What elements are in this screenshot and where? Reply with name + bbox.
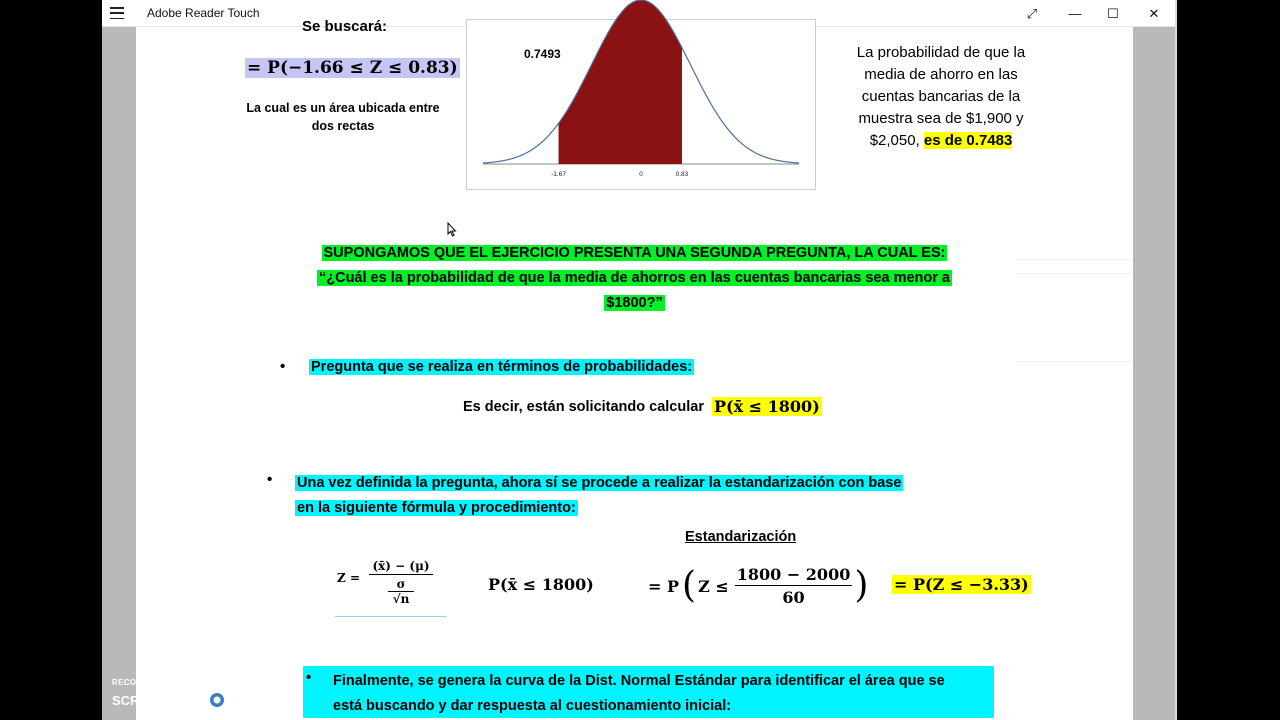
- standardization-result-text: = P(Z ≤ −3.33): [894, 575, 1029, 594]
- bullet2-line1: Una vez definida la pregunta, ahora sí se procede a realizar la estandarización con base: [297, 475, 902, 491]
- answer-highlight: es de 0.7483: [923, 132, 1013, 149]
- z-formula: [335, 557, 447, 617]
- standardization-p-expression: P(x̄ ≤ 1800): [488, 575, 594, 594]
- mouse-cursor-icon: [447, 222, 457, 237]
- bullet2: [295, 471, 903, 521]
- z-denominator: [369, 577, 433, 606]
- z-sigma: σ: [388, 577, 414, 592]
- es-decir-row: [463, 397, 822, 416]
- eq-left-paren: (: [682, 565, 697, 606]
- maximize-button[interactable]: ☐: [1107, 5, 1119, 21]
- area-note: [243, 99, 443, 135]
- left-black-bar: [0, 0, 102, 720]
- question-line2: “¿Cuál es la probabilidad de que la media de ahorros en las cuentas bancarias sea menor a: [319, 270, 950, 286]
- close-button[interactable]: ✕: [1148, 5, 1160, 21]
- bullet3: [333, 669, 945, 719]
- eq-right-paren: ): [854, 565, 869, 606]
- area-note-line2: dos rectas: [311, 119, 375, 133]
- bullet2-line2: en la siguiente fórmula y procedimiento:: [297, 500, 576, 516]
- se-buscara-label: Se buscará:: [302, 18, 388, 35]
- probability-expression-text: = P(−1.66 ≤ Z ≤ 0.83): [247, 58, 458, 78]
- bullet2-dot: •: [267, 471, 273, 488]
- screencast-logo-icon: [206, 689, 228, 711]
- area-note-line1: La cual es un área ubicada entre: [246, 101, 440, 115]
- watermark-brand-left: SCREENCAST: [112, 692, 202, 708]
- pdf-page: [136, 18, 1133, 720]
- document-viewer[interactable]: [102, 18, 1175, 720]
- bullet1: [309, 359, 694, 375]
- answer-paragraph: [826, 42, 1056, 152]
- bullet1-text: Pregunta que se realiza en términos de probabilidades:: [311, 359, 693, 375]
- answer-line2: media de ahorro en las: [864, 66, 1018, 83]
- eq-z-le: Z ≤: [698, 576, 729, 596]
- eq-fraction-denominator: 60: [782, 588, 805, 607]
- chart-tick-label-2: 0.83: [675, 171, 689, 178]
- answer-line1: La probabilidad de que la: [856, 44, 1026, 61]
- bullet1-dot: •: [280, 358, 286, 375]
- screencast-watermark: [112, 689, 272, 711]
- chart-tick-label-1: 0: [639, 171, 643, 178]
- question-line1: SUPONGAMOS QUE EL EJERCICIO PRESENTA UNA SEGUNDA PREGUNTA, LA CUAL ES:: [323, 245, 946, 261]
- fullscreen-button[interactable]: ⤢: [1026, 5, 1038, 21]
- normal-distribution-chart: [466, 19, 816, 190]
- standardization-equation: [648, 563, 868, 609]
- standardization-result: [892, 575, 1031, 594]
- es-decir-text: Es decir, están solicitando calcular: [463, 398, 704, 415]
- watermark-brand-right: MATIC: [231, 692, 272, 708]
- eq-fraction: [735, 565, 853, 607]
- chart-shaded-area: [559, 0, 682, 164]
- chart-svg: [467, 20, 815, 189]
- probability-expression: [245, 58, 460, 78]
- z-sqrt-n: √n: [392, 592, 410, 606]
- eq-prefix: = P: [648, 576, 680, 596]
- right-black-bar: [1177, 0, 1280, 720]
- watermark-recorded-with: RECORDED WITH: [112, 678, 185, 687]
- eq-fraction-numerator: 1800 − 2000: [736, 565, 851, 584]
- bullet3-line1: Finalmente, se genera la curva de la Dist. Normal Estándar para identificar el área que se: [333, 673, 945, 689]
- z-formula-label: Z =: [337, 571, 360, 585]
- estandarizacion-title: Estandarización: [685, 529, 797, 545]
- answer-line4: muestra sea de $1,900 y: [858, 110, 1024, 127]
- answer-line5-prefix: $2,050,: [869, 132, 920, 149]
- app-title: Adobe Reader Touch: [147, 6, 260, 20]
- question-line3: $1800?”: [606, 295, 663, 311]
- bullet3-line2: está buscando y dar respuesta al cuestionamiento inicial:: [333, 698, 732, 714]
- z-numerator: (x̄) − (μ): [369, 559, 433, 575]
- grid-line: [1016, 361, 1133, 362]
- minimize-button[interactable]: —: [1068, 6, 1082, 21]
- answer-line3: cuentas bancarias de la: [861, 88, 1021, 105]
- chart-value-label: 0.7493: [524, 47, 561, 61]
- bullet3-dot: •: [306, 669, 312, 686]
- es-decir-expression: P(x̄ ≤ 1800): [713, 397, 820, 416]
- hamburger-menu-icon[interactable]: [110, 6, 124, 20]
- answer-line5: [826, 130, 1056, 152]
- chart-tick-label-0: -1.67: [551, 171, 566, 178]
- question-block: [136, 241, 1133, 316]
